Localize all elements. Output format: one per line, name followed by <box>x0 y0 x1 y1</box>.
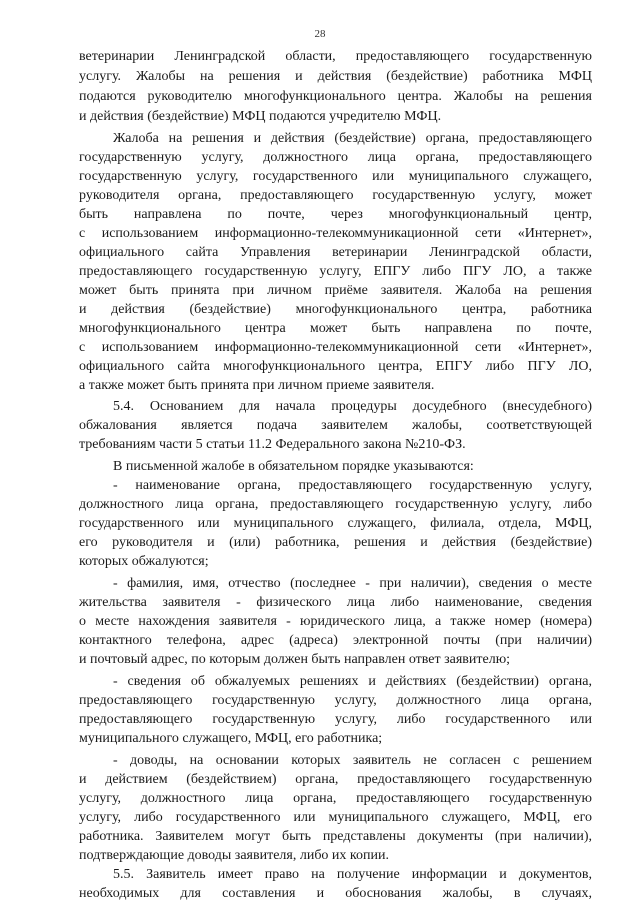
text-line: подаются руководителю многофункционального центра. Жалобы на решения <box>79 89 592 104</box>
text-line: и действием (бездействием) органа, предоставляющего государственную <box>79 772 592 787</box>
text-line: государственную услугу, государственного или муниципального служащего, <box>79 169 592 184</box>
text-line: многофункционального центра может быть направлена по почте, <box>79 321 592 336</box>
page-number: 28 <box>314 28 326 40</box>
text-line: работника. Заявителем могут быть представлены документы (при наличии), <box>79 829 592 844</box>
text-line: услугу, должностного лица органа, предоставляющего государственную <box>79 791 592 806</box>
text-line: - сведения об обжалуемых решениях и действиях (бездействии) органа, <box>113 674 592 689</box>
text-line: и действия (бездействие) многофункционального центра, работника <box>79 302 592 317</box>
text-line: 5.5. Заявитель имеет право на получение информации и документов, <box>113 867 592 882</box>
text-line: а также может быть принята при личном приеме заявителя. <box>79 378 435 393</box>
text-line: быть направлена по почте, через многофункциональный центр, <box>79 207 592 222</box>
text-line: должностного лица органа, предоставляющего государственную услугу, либо <box>79 497 592 512</box>
text-line: необходимых для составления и обоснования жалобы, в случаях, <box>79 886 592 901</box>
text-line: может быть принята при личном приёме заявителя. Жалоба на решения <box>79 283 592 298</box>
text-line: ветеринарии Ленинградской области, предоставляющего государственную <box>79 49 592 64</box>
text-line: официального сайта многофункционального центра, ЕПГУ либо ПГУ ЛО, <box>79 359 592 374</box>
text-line: предоставляющего государственную услугу, ЕПГУ либо ПГУ ЛО, а также <box>79 264 592 279</box>
text-line: подтверждающие доводы заявителя, либо их копии. <box>79 848 389 863</box>
text-line: предоставляющего государственную услугу, должностного лица органа, <box>79 693 592 708</box>
text-line: государственную услугу, должностного лица органа, предоставляющего <box>79 150 592 165</box>
text-line: обжалования является подача заявителем жалобы, соответствующей <box>79 418 592 433</box>
text-line: 5.4. Основанием для начала процедуры досудебного (внесудебного) <box>113 399 592 414</box>
text-line: государственного или муниципального служащего, филиала, отдела, МФЦ, <box>79 516 592 531</box>
text-line: - доводы, на основании которых заявитель не согласен с решением <box>113 753 592 768</box>
text-line: требованиям части 5 статьи 11.2 Федерального закона №210-ФЗ. <box>79 437 466 452</box>
text-line: - фамилия, имя, отчество (последнее - при наличии), сведения о месте <box>113 576 592 591</box>
text-line: - наименование органа, предоставляющего государственную услугу, <box>113 478 592 493</box>
text-line: услугу. Жалобы на решения и действия (бездействие) работника МФЦ <box>79 69 592 84</box>
text-line: руководителя органа, предоставляющего государственную услугу, может <box>79 188 592 203</box>
text-line: контактного телефона, адрес (адреса) электронной почты (при наличии) <box>79 633 592 648</box>
text-line: В письменной жалобе в обязательном порядке указываются: <box>113 459 474 474</box>
text-line: услугу, либо государственного или муниципального служащего, МФЦ, его <box>79 810 592 825</box>
text-line: официального сайта Управления ветеринарии Ленинградской области, <box>79 245 592 260</box>
text-line: и действия (бездействие) МФЦ подаются учредителю МФЦ. <box>79 109 442 124</box>
text-line: предоставляющего государственную услугу, либо государственного или <box>79 712 592 727</box>
text-line: его руководителя и (или) работника, решения и действия (бездействие) <box>79 535 592 550</box>
text-line: о месте нахождения заявителя - юридического лица, а также номер (номера) <box>79 614 592 629</box>
text-line: и почтовый адрес, по которым должен быть направлен ответ заявителю; <box>79 652 511 667</box>
text-line: с использованием информационно-телекоммуникационной сети «Интернет», <box>79 226 592 241</box>
text-line: жительства заявителя - физического лица либо наименование, сведения <box>79 595 592 610</box>
text-line: муниципального служащего, МФЦ, его работника; <box>79 731 383 746</box>
text-line: с использованием информационно-телекоммуникационной сети «Интернет», <box>79 340 592 355</box>
text-line: Жалоба на решения и действия (бездействие) органа, предоставляющего <box>113 131 592 146</box>
text-line: которых обжалуются; <box>79 554 209 569</box>
